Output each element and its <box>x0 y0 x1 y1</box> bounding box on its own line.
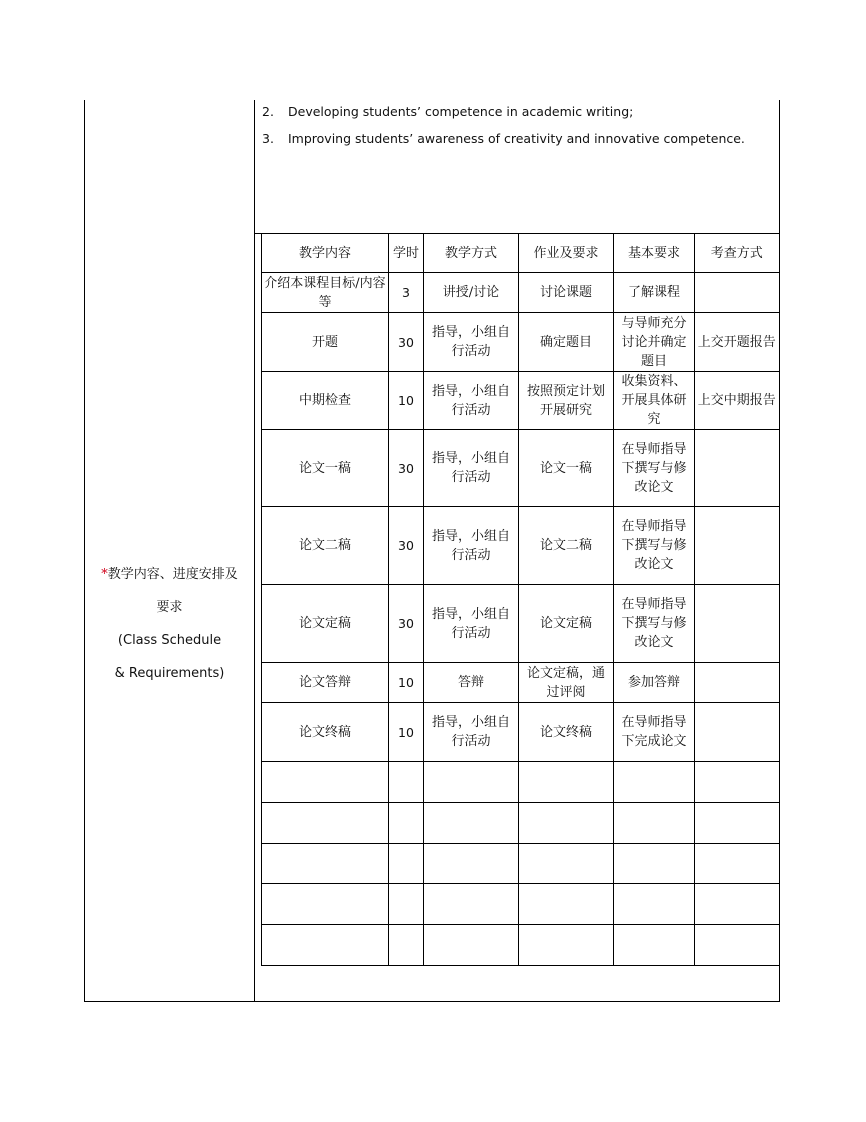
cell-teaching-content: 论文终稿 <box>262 703 389 762</box>
cell-teaching-method: 指导，小组自行活动 <box>424 585 519 663</box>
cell-assignment: 确定题目 <box>519 313 614 372</box>
cell-assessment <box>695 884 779 925</box>
cell-assignment: 论文二稿 <box>519 507 614 585</box>
cell-basic-requirement: 了解课程 <box>614 273 695 313</box>
cell-assessment: 上交开题报告 <box>695 313 779 372</box>
cell-assignment: 论文一稿 <box>519 430 614 507</box>
cell-teaching-content <box>262 925 389 966</box>
cell-assessment <box>695 844 779 884</box>
table-row <box>262 663 779 703</box>
cell-assignment <box>519 884 614 925</box>
cell-hours: 10 <box>389 372 424 430</box>
cell-assignment <box>519 803 614 844</box>
cell-hours: 3 <box>389 273 424 313</box>
table-row <box>262 884 779 925</box>
table-row <box>262 273 779 313</box>
cell-basic-requirement <box>614 884 695 925</box>
cell-hours <box>389 884 424 925</box>
cell-basic-requirement: 与导师充分讨论并确定题目 <box>614 313 695 372</box>
cell-teaching-method <box>424 884 519 925</box>
section-label <box>84 558 255 690</box>
table-row <box>262 803 779 844</box>
table-row <box>262 372 779 430</box>
cell-basic-requirement <box>614 925 695 966</box>
cell-teaching-method: 指导，小组自行活动 <box>424 703 519 762</box>
cell-assessment <box>695 925 779 966</box>
cell-teaching-method: 讲授/讨论 <box>424 273 519 313</box>
cell-basic-requirement: 收集资料、开展具体研究 <box>614 372 695 430</box>
section-label-en: (Class Schedule <box>117 633 222 648</box>
header-teaching-method: 教学方式 <box>424 234 519 273</box>
table-header-row <box>262 234 779 273</box>
table-row <box>262 925 779 966</box>
cell-teaching-content: 论文一稿 <box>262 430 389 507</box>
table-row <box>262 585 779 663</box>
cell-assignment <box>519 844 614 884</box>
cell-teaching-method <box>424 844 519 884</box>
table-row <box>262 507 779 585</box>
header-assignment: 作业及要求 <box>519 234 614 273</box>
cell-assessment <box>695 585 779 663</box>
cell-hours <box>389 925 424 966</box>
cell-basic-requirement <box>614 844 695 884</box>
cell-hours: 10 <box>389 703 424 762</box>
cell-teaching-content <box>262 803 389 844</box>
header-hours: 学时 <box>389 234 424 273</box>
cell-basic-requirement: 在导师指导下完成论文 <box>614 703 695 762</box>
cell-teaching-method: 指导，小组自行活动 <box>424 430 519 507</box>
cell-teaching-method: 答辩 <box>424 663 519 703</box>
cell-teaching-method <box>424 925 519 966</box>
cell-assessment <box>695 762 779 803</box>
objective-text: Improving students’ awareness of creativity and innovative competence. <box>288 131 745 146</box>
cell-basic-requirement <box>614 762 695 803</box>
section-label-en-2: & Requirements) <box>114 666 225 681</box>
objective-text: Developing students’ competence in academic writing; <box>288 104 634 119</box>
objective-number: 2. <box>262 104 274 119</box>
cell-assessment <box>695 430 779 507</box>
cell-assessment <box>695 703 779 762</box>
objective-number: 3. <box>262 131 274 146</box>
cell-assessment <box>695 663 779 703</box>
cell-teaching-content: 介绍本课程目标/内容等 <box>262 273 389 313</box>
table-row <box>262 313 779 372</box>
cell-teaching-content <box>262 762 389 803</box>
cell-assignment: 按照预定计划开展研究 <box>519 372 614 430</box>
cell-teaching-method <box>424 803 519 844</box>
cell-hours <box>389 803 424 844</box>
cell-teaching-method: 指导，小组自行活动 <box>424 313 519 372</box>
cell-basic-requirement <box>614 803 695 844</box>
cell-hours: 30 <box>389 430 424 507</box>
cell-basic-requirement: 在导师指导下撰写与修改论文 <box>614 430 695 507</box>
cell-teaching-method: 指导，小组自行活动 <box>424 507 519 585</box>
header-assessment: 考查方式 <box>695 234 779 273</box>
cell-hours: 10 <box>389 663 424 703</box>
cell-teaching-content: 论文答辩 <box>262 663 389 703</box>
cell-teaching-method: 指导，小组自行活动 <box>424 372 519 430</box>
table-row <box>262 762 779 803</box>
cell-teaching-content: 开题 <box>262 313 389 372</box>
cell-assessment <box>695 273 779 313</box>
cell-assignment: 论文终稿 <box>519 703 614 762</box>
table-row <box>262 430 779 507</box>
cell-assignment: 论文定稿，通过评阅 <box>519 663 614 703</box>
cell-assignment: 论文定稿 <box>519 585 614 663</box>
required-marker: * <box>101 567 108 582</box>
objective-item <box>262 128 772 155</box>
cell-basic-requirement: 在导师指导下撰写与修改论文 <box>614 585 695 663</box>
cell-assessment <box>695 507 779 585</box>
section-label-cn: *教学内容、进度安排及 <box>101 567 238 582</box>
schedule-table <box>261 233 779 966</box>
cell-basic-requirement: 参加答辩 <box>614 663 695 703</box>
cell-assessment <box>695 803 779 844</box>
cell-teaching-content <box>262 844 389 884</box>
cell-assignment <box>519 925 614 966</box>
cell-basic-requirement: 在导师指导下撰写与修改论文 <box>614 507 695 585</box>
section-label-cn-2: 要求 <box>156 600 183 615</box>
cell-assessment: 上交中期报告 <box>695 372 779 430</box>
cell-teaching-content: 中期检查 <box>262 372 389 430</box>
cell-hours <box>389 762 424 803</box>
table-row <box>262 844 779 884</box>
cell-hours: 30 <box>389 585 424 663</box>
header-basic-requirement: 基本要求 <box>614 234 695 273</box>
header-teaching-content: 教学内容 <box>262 234 389 273</box>
cell-assignment <box>519 762 614 803</box>
cell-hours: 30 <box>389 313 424 372</box>
objective-item <box>262 101 772 128</box>
cell-teaching-content: 论文定稿 <box>262 585 389 663</box>
cell-hours: 30 <box>389 507 424 585</box>
cell-assignment: 讨论课题 <box>519 273 614 313</box>
cell-teaching-content <box>262 884 389 925</box>
objectives-list <box>262 101 772 155</box>
cell-hours <box>389 844 424 884</box>
cell-teaching-content: 论文二稿 <box>262 507 389 585</box>
label-cell <box>84 100 255 1002</box>
cell-teaching-method <box>424 762 519 803</box>
table-row <box>262 703 779 762</box>
